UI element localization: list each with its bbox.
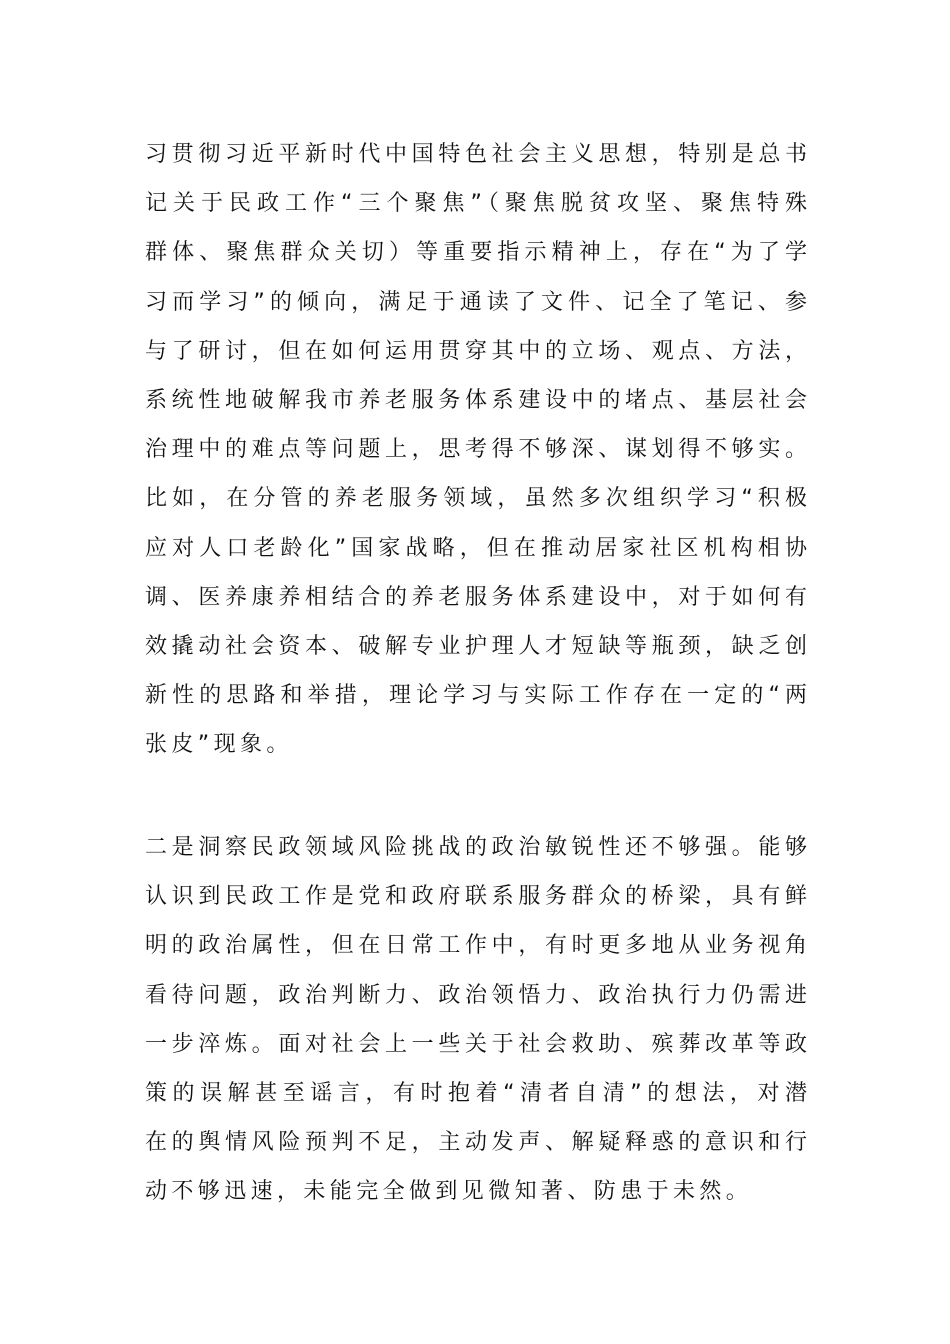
text-line: 治理中的难点等问题上，思考得不够深、谋划得不够实。 [145,437,807,463]
text-line: 习贯彻习近平新时代中国特色社会主义思想，特别是总书 [145,142,807,167]
text-line: 动不够迅速，未能完全做到见微知著、防患于未然。 [145,1179,753,1205]
text-line: 调、医养康养相结合的养老服务体系建设中，对于如何有 [145,584,807,610]
text-line: 张皮”现象。 [145,732,293,758]
text-line: 新性的思路和举措，理论学习与实际工作存在一定的“两 [145,683,807,709]
text-line: 明的政治属性，但在日常工作中，有时更多地从业务视角 [145,933,807,959]
text-line: 在的舆情风险预判不足，主动发声、解疑释惑的意识和行 [145,1130,807,1156]
text-line: 二是洞察民政领域风险挑战的政治敏锐性还不够强。能够 [145,835,807,860]
text-line: 应对人口老龄化”国家战略，但在推动居家社区机构相协 [145,535,807,561]
text-line: 一步淬炼。面对社会上一些关于社会救助、殡葬改革等政 [145,1031,807,1057]
text-line: 习而学习”的倾向，满足于通读了文件、记全了笔记、参 [145,289,807,315]
paragraph-1 [145,143,807,782]
text-line: 系统性地破解我市养老服务体系建设中的堵点、基层社会 [145,387,807,413]
text-line: 策的误解甚至谣言，有时抱着“清者自清”的想法，对潜 [145,1080,807,1106]
text-line: 群体、聚焦群众关切）等重要指示精神上，存在“为了学 [145,240,807,266]
text-line: 与了研讨，但在如何运用贯穿其中的立场、观点、方法， [145,338,807,364]
text-line: 效撬动社会资本、破解专业护理人才短缺等瓶颈，缺乏创 [145,633,807,659]
text-line: 比如，在分管的养老服务领域，虽然多次组织学习“积极 [145,486,807,512]
paragraph-2 [145,836,807,1230]
text-line: 认识到民政工作是党和政府联系服务群众的桥梁，具有鲜 [145,884,807,910]
text-line: 看待问题，政治判断力、政治领悟力、政治执行力仍需进 [145,982,807,1008]
text-line: 记关于民政工作“三个聚焦”（聚焦脱贫攻坚、聚焦特殊 [145,191,807,217]
